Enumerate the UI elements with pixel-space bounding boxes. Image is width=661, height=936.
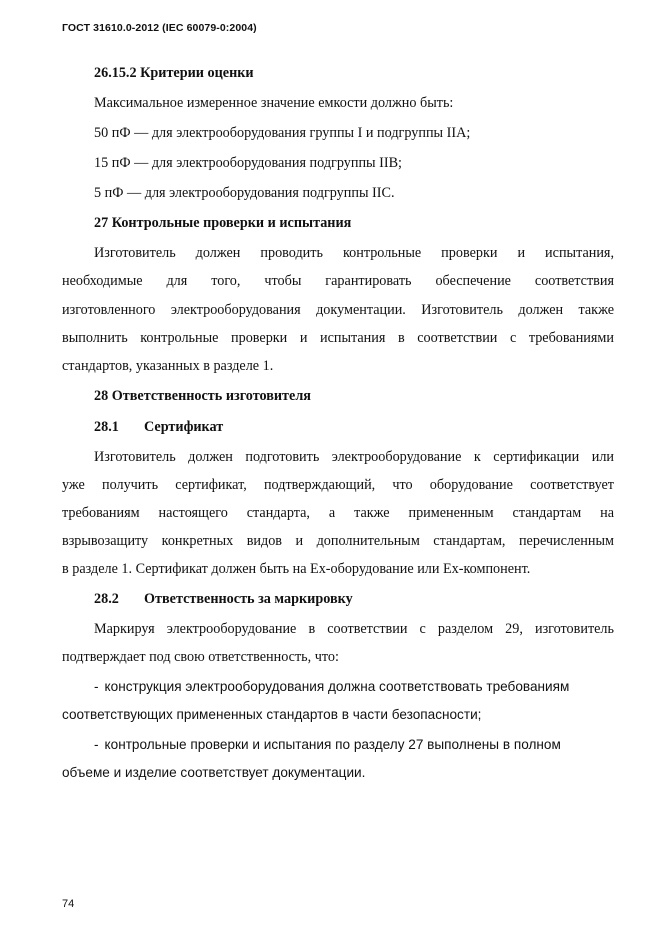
paragraph-line: изготовленного электрооборудования документации. Изготовитель должен также	[62, 302, 614, 318]
subsection-title: Сертификат	[144, 419, 224, 435]
bullet-item	[94, 736, 561, 754]
paragraph-line: необходимые для того, чтобы гарантировать обеспечение соответствия	[62, 273, 614, 289]
capacitance-item-3: 5 пФ — для электрооборудования подгруппы IIC.	[94, 185, 395, 201]
paragraph-line: требованиям настоящего стандарта, а также примененным стандартам на	[62, 505, 614, 521]
subsection-number: 28.2	[94, 591, 119, 607]
bullet-text: контрольные проверки и испытания по разделу 27 выполнены в полном	[104, 737, 561, 752]
paragraph-line: выполнить контрольные проверки и испытания в соответствии с требованиями	[62, 330, 614, 346]
paragraph-line: Изготовитель должен проводить контрольные проверки и испытания,	[94, 245, 614, 261]
capacitance-item-2: 15 пФ — для электрооборудования подгруппы IIB;	[94, 155, 402, 171]
paragraph-line: в разделе 1. Сертификат должен быть на Ex-оборудование или Ex-компонент.	[62, 561, 531, 577]
bullet-continuation: соответствующих примененных стандартов в части безопасности;	[62, 707, 482, 722]
subsection-heading-28-2	[94, 590, 353, 608]
paragraph-line: Максимальное измеренное значение емкости должно быть:	[94, 95, 454, 111]
paragraph-line: подтверждает под свою ответственность, что:	[62, 649, 339, 665]
bullet-marker: -	[94, 679, 99, 694]
paragraph-line: Изготовитель должен подготовить электрооборудование к сертификации или	[94, 449, 614, 465]
capacitance-item-1: 50 пФ — для электрооборудования группы I и подгруппы IIA;	[94, 125, 471, 141]
paragraph-line: взрывозащиту конкретных видов и дополнительным стандартам, перечисленным	[62, 533, 614, 549]
subsection-number: 28.1	[94, 419, 119, 435]
subsection-title: Ответственность за маркировку	[144, 591, 353, 607]
bullet-marker: -	[94, 737, 99, 752]
paragraph-line: Маркируя электрооборудование в соответствии с разделом 29, изготовитель	[94, 621, 614, 637]
section-heading-26-15-2: 26.15.2 Критерии оценки	[94, 65, 254, 81]
standard-header: ГОСТ 31610.0-2012 (IEC 60079-0:2004)	[62, 22, 257, 34]
bullet-continuation: объеме и изделие соответствует документации.	[62, 765, 366, 780]
paragraph-line: уже получить сертификат, подтверждающий, что оборудование соответствует	[62, 477, 614, 493]
section-heading-28: 28 Ответственность изготовителя	[94, 388, 311, 404]
bullet-text: конструкция электрооборудования должна соответствовать требованиям	[104, 679, 570, 694]
section-heading-27: 27 Контрольные проверки и испытания	[94, 215, 352, 231]
page-number: 74	[62, 898, 75, 910]
paragraph-line: стандартов, указанных в разделе 1.	[62, 358, 274, 374]
bullet-item	[94, 678, 569, 696]
subsection-heading-28-1	[94, 418, 223, 436]
